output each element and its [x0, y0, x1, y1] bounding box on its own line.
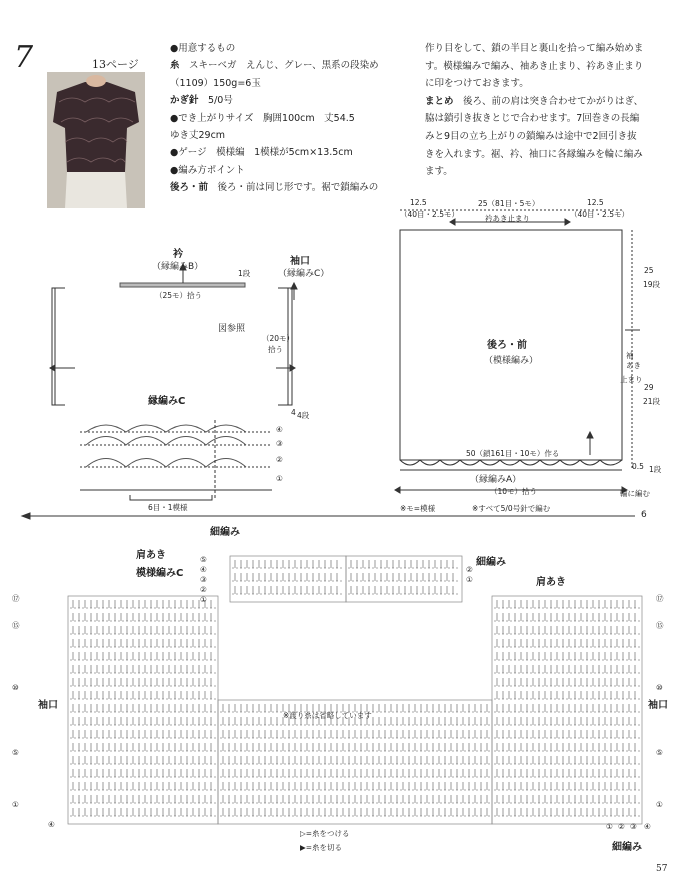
hook-value: 5/0号	[208, 95, 233, 107]
edge-rows-b: 1段	[649, 465, 662, 474]
instr-line: す。模様編みで編み、袖あき止まり、衿あき止まり	[425, 60, 644, 72]
row-num-center-right: ①	[466, 575, 473, 584]
instr-line: みと9目の立ち上がりの鎖編みは途中で2回引き抜	[425, 130, 637, 142]
body-sub: （模様編み）	[484, 356, 539, 366]
in-round: 輪に編む	[620, 489, 650, 498]
rows-4-b: 4段	[297, 411, 310, 420]
dim-top-right-sub: （40目・2.5モ）	[570, 210, 629, 219]
row-num-left: ①	[12, 800, 19, 809]
gauge-heading: ●ゲージ	[170, 147, 207, 159]
sleeve-right: 袖口	[648, 700, 668, 711]
note-2: ※すべて5/0号針で編む	[472, 504, 551, 513]
thin-edge-left: 細編み	[210, 527, 240, 538]
legend-attach: ▷=糸をつける	[300, 829, 350, 838]
pattern-edge-c: 模様編みC	[136, 568, 184, 579]
note-1: ※モ=模様	[400, 504, 436, 513]
stitch-repeat: 6目・1模様	[148, 503, 188, 512]
shoulder-right: 肩あき	[536, 577, 566, 588]
row-num-right: ①	[656, 800, 663, 809]
armhole-c: 止まり	[620, 375, 643, 384]
collar-rows: 1段	[238, 269, 251, 278]
row-num-center: ⑤	[200, 555, 207, 564]
row-num-right: ⑤	[656, 748, 663, 757]
instr-line: ます。	[425, 166, 453, 178]
row-num-center: ②	[200, 585, 207, 594]
row-num-left: ⑩	[12, 683, 19, 692]
cuff-title: 袖口	[290, 256, 310, 267]
row-marker: ④	[276, 425, 283, 434]
body-title: 後ろ・前	[487, 340, 527, 351]
instr-line: に印をつけておきます。	[425, 78, 529, 90]
row-marker: ①	[276, 474, 283, 483]
yarn-line-2: （1109）150g=6玉	[170, 77, 261, 89]
row-num-right: ⑮	[656, 621, 664, 630]
edge-a: （縁編みA）	[470, 475, 522, 485]
dim-top-left-sub: （40目・2.5モ）	[400, 210, 459, 219]
row-num-center: ③	[200, 575, 207, 584]
cast-on: 50（鎖161目・10モ）作る	[466, 449, 560, 458]
dim-side-bot-rows: 21段	[643, 397, 661, 406]
dim-side-top-rows: 19段	[643, 280, 661, 289]
back-front-text: 後ろ・前は同じ形です。裾で鎖編みの	[217, 182, 379, 194]
dim-top-left: 12.5	[410, 198, 427, 207]
yarn-value: スキーベガ えんじ、グレー、黒系の段染め	[189, 60, 379, 72]
dim-top-right: 12.5	[587, 198, 604, 207]
dim-side-top: 25	[644, 266, 654, 275]
thin-edge-right: 細編み	[476, 557, 506, 568]
row-num-center-right: ②	[466, 565, 473, 574]
instr-line: 作り目をして、鎖の半目と裏山を拾って編み始めま	[425, 43, 644, 54]
row-num-center: ①	[200, 595, 207, 604]
instr-line: きを入れます。裾、衿、袖口に各縁編みを輪に編み	[425, 148, 643, 160]
back-front-label: 後ろ・前	[170, 182, 209, 194]
yarn-label: 糸	[170, 60, 180, 72]
row-num-bottom: ④	[48, 820, 55, 829]
row-num-bottom: ③	[630, 822, 637, 831]
row-num-bottom: ④	[644, 822, 651, 831]
rows-4: 4	[291, 408, 296, 417]
row-num-right: ⑰	[656, 594, 664, 603]
row-num-left: ⑰	[12, 594, 20, 603]
row-marker: ②	[276, 455, 283, 464]
row-num-center: ④	[200, 565, 207, 574]
armhole-a: 袖	[626, 351, 634, 360]
edge-rows: 0.5	[632, 462, 644, 471]
size-line-2: ゆき丈29cm	[170, 130, 226, 142]
legend-cut: ▶=糸を切る	[300, 843, 343, 852]
pattern-number: 7	[14, 40, 34, 75]
finish-label: まとめ	[425, 95, 454, 107]
bottom-pick: （10モ）拾う	[490, 487, 538, 496]
materials-heading: ●用意するもの	[170, 43, 236, 54]
row-num-left: ⑤	[12, 748, 19, 757]
size-value: 胸囲100cm 丈54.5	[263, 112, 355, 124]
dim-side-bot: 29	[644, 383, 654, 392]
pick-20: （20モ）	[262, 334, 295, 343]
dim-top-mid: 25（81目・5モ）	[478, 199, 540, 208]
omit-note: ※渡り糸は省略しています	[283, 711, 372, 720]
shoulder-left: 肩あき	[136, 550, 166, 561]
bottom-right-label: 細編み	[612, 842, 642, 853]
row-num-bottom: ②	[618, 822, 625, 831]
finish-text: 後ろ、前の肩は突き合わせてかがりはぎ、	[463, 95, 644, 107]
pick-20-b: 拾う	[268, 345, 283, 354]
hook-label: かぎ針	[170, 95, 199, 107]
row-marker: ③	[276, 439, 283, 448]
row-num-left: ⑮	[12, 621, 20, 630]
page-number: 57	[656, 864, 668, 874]
collar-title: 衿	[173, 249, 183, 260]
divider-number: 6	[641, 510, 647, 520]
row-num-bottom: ①	[606, 822, 613, 831]
instr-line: 脇は鎖引き抜きとじで合わせます。7回巻きの長編	[425, 113, 640, 125]
sleeve-left: 袖口	[38, 700, 58, 711]
cuff-sub: （縁編みC）	[278, 269, 330, 279]
collar-sub: （縁編みB）	[152, 262, 204, 272]
see-figure: 図参照	[218, 324, 246, 334]
size-heading: ●でき上がりサイズ	[170, 112, 254, 124]
edge-c-title: 縁編みC	[148, 396, 186, 407]
page-reference: 13ページ	[92, 58, 139, 71]
armhole-b: あき	[626, 361, 641, 370]
row-num-right: ⑩	[656, 683, 663, 692]
points-heading: ●編み方ポイント	[170, 164, 245, 176]
collar-pick: （25モ）拾う	[155, 291, 203, 300]
dim-top-mid-sub: 衿あき止まり	[485, 214, 530, 223]
gauge-value: 模様編 1模様が5cm×13.5cm	[216, 147, 353, 159]
